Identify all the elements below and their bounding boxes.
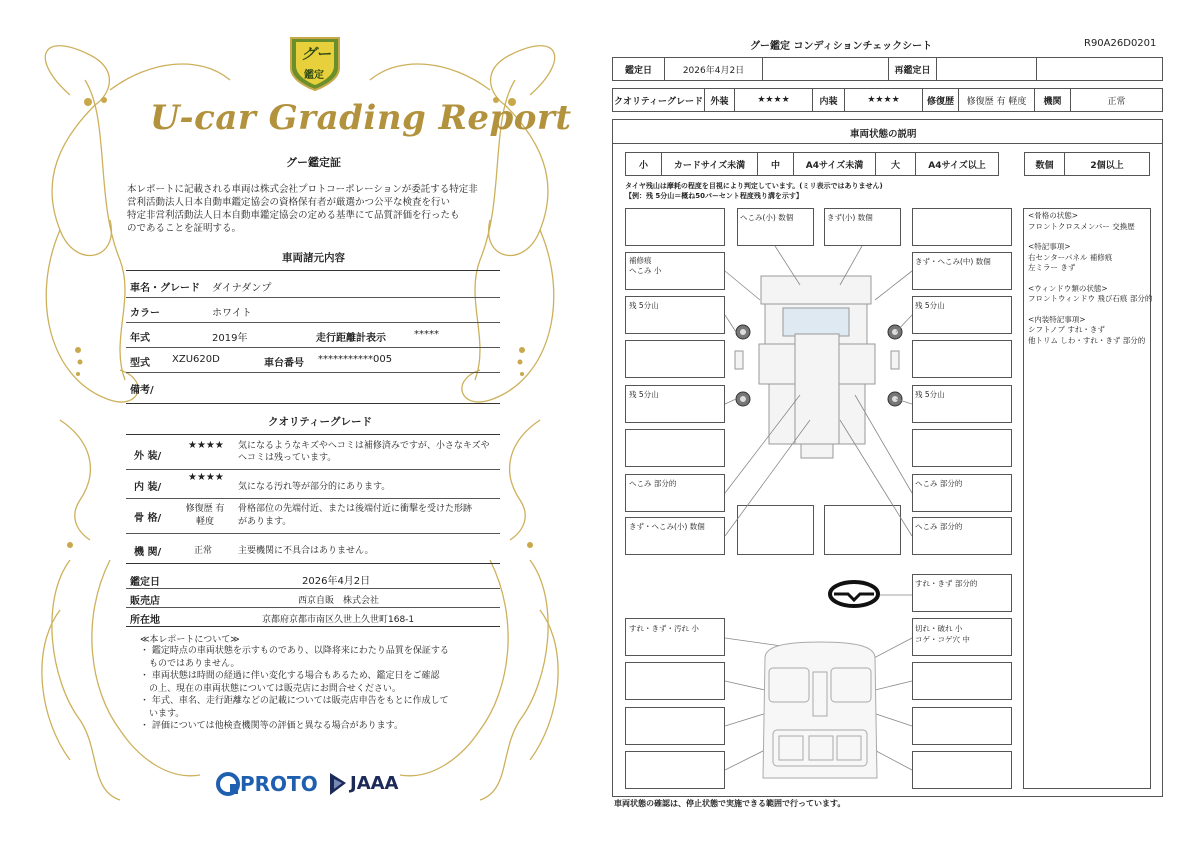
address-value: 京都府京都市南区久世上久世町168-1: [262, 615, 415, 625]
grade-label: クオリティーグレード: [613, 89, 705, 111]
text-line: 気になるようなキズやヘコミは補修済みですが、小さなキズや: [238, 441, 490, 451]
size-large-desc: A4サイズ以上: [928, 160, 986, 171]
desc-heading: 車両状態の説明: [850, 129, 917, 140]
steering-label: すれ・きず 部分的: [915, 579, 978, 588]
color-value: ホワイト: [212, 308, 252, 319]
size-large: 大: [876, 153, 916, 175]
proto-logo: [216, 770, 320, 800]
interior-diagram: [755, 638, 885, 788]
damage-label: きず(小) 数個: [827, 213, 873, 222]
interior-label: すれ・きず・汚れ 小: [629, 624, 699, 633]
divider: [126, 626, 500, 627]
text-line: ヘコミは残っています。: [238, 453, 337, 463]
damage-label: へこみ(小) 数個: [740, 213, 794, 222]
chassis-value: ***********005: [318, 354, 393, 365]
exterior-label: 外 装/: [134, 451, 162, 462]
label-line: 補修痕: [629, 256, 652, 265]
goo-kantei-badge: [286, 30, 344, 92]
jaaa-logo: [328, 770, 408, 800]
tire-label: 残 5分山: [629, 390, 659, 399]
odometer-label: 走行距離計表示: [316, 333, 386, 344]
model-label: 型式: [130, 358, 150, 369]
repair-value: 修復歴 有 軽度: [959, 89, 1035, 111]
note-line: <内装特記事項>: [1028, 314, 1086, 324]
note-line: ・ 車両状態は時間の経過に伴い変化する場合もあるため、鑑定日をご確認: [140, 671, 440, 681]
note-line: 右センターパネル 補修痕: [1028, 252, 1113, 262]
intro-line: 特定非営利活動法人日本自動車鑑定協会の定める基準にて品質評価を行ったも: [127, 210, 460, 221]
inspection-date-value: 2026年4月2日: [302, 576, 371, 587]
tire-note-1: タイヤ残山は摩耗の程度を目視により判定しています。(ミリ表示ではありません): [625, 182, 883, 190]
tire-note-2: 【例：残 5分山＝概ね50パーセント程度残り溝を示す】: [625, 192, 803, 200]
badge-top-text: グー: [301, 45, 332, 63]
tire-label: 残 5分山: [915, 390, 945, 399]
dealer-label: 販売店: [130, 596, 160, 607]
condition-check-sheet: [600, 0, 1200, 848]
divider: [126, 270, 500, 271]
report-title: U-car Grading Report: [150, 98, 572, 138]
text-line: 軽度: [195, 517, 214, 527]
tire-label: 残 5分山: [915, 301, 945, 310]
notes-title: ≪本レポートについて≫: [140, 635, 240, 645]
damage-label: へこみ 部分的: [915, 522, 963, 531]
frame-label: 骨 格/: [134, 513, 162, 524]
exterior-text: [238, 440, 490, 464]
text-line: があります。: [238, 517, 292, 527]
note-line: <特記事項>: [1028, 242, 1071, 251]
grade-heading: クオリティーグレード: [268, 416, 372, 428]
note-line: ものではありません。: [140, 658, 240, 669]
year-value: 2019年: [212, 333, 248, 344]
name-label: 車名・グレード: [130, 283, 200, 294]
sheet-code: R90A26D0201: [1084, 38, 1157, 49]
proto-logo-text: PROTO: [240, 772, 318, 796]
size-mid-desc: A4サイズ未満: [794, 153, 876, 175]
note-line: 左ミラー きず: [1028, 263, 1076, 272]
sheet-footer: 車両状態の確認は、停止状態で実施できる範囲で行っています。: [614, 799, 846, 808]
divider: [126, 469, 500, 470]
engine-label: 機 関/: [134, 547, 162, 558]
ext-label: 外装: [705, 89, 735, 111]
label-line: へこみ 小: [629, 266, 662, 275]
name-value: ダイナダンプ: [212, 283, 272, 294]
certificate-intro: [127, 183, 507, 235]
chassis-label: 車台番号: [264, 358, 304, 369]
note-line: 他トリム しわ・すれ・きず 部分的: [1028, 335, 1146, 345]
damage-label: へこみ 部分的: [629, 479, 677, 488]
count-label: 数個: [1025, 153, 1065, 175]
year-label: 年式: [130, 333, 150, 344]
address-label: 所在地: [130, 615, 160, 626]
steering-wheel-icon: [826, 578, 882, 610]
int-stars: ★★★★: [845, 89, 923, 111]
note-line: <骨格の状態>: [1028, 211, 1079, 220]
date-label: 鑑定日: [613, 58, 665, 80]
note-line: の上、現在の車両状態については販売店にお問合せください。: [140, 683, 401, 694]
divider: [126, 434, 500, 435]
divider: [126, 347, 500, 348]
dealer-value: 西京自販 株式会社: [298, 596, 380, 606]
damage-label: へこみ 部分的: [915, 479, 963, 488]
engine-label: 機関: [1035, 89, 1071, 111]
note-line: フロントクロスメンバー 交換歴: [1028, 221, 1135, 231]
repair-label: 修復歴: [923, 89, 959, 111]
color-label: カラー: [130, 308, 160, 319]
size-small: 小: [626, 153, 662, 175]
exterior-stars: ★★★★: [188, 440, 224, 451]
engine-text: 主要機関に不具合はありません。: [238, 546, 374, 556]
divider: [126, 403, 500, 404]
inspection-date-label: 鑑定日: [130, 577, 160, 588]
interior-text: 気になる汚れ等が部分的にあります。: [238, 482, 391, 492]
divider: [126, 607, 500, 608]
divider: [126, 322, 500, 323]
sheet-title: グー鑑定 コンディションチェックシート: [750, 41, 933, 52]
engine-value: 正常: [1107, 96, 1126, 107]
count-value: 2個以上: [1090, 160, 1124, 171]
note-line: シフトノブ すれ・きず: [1028, 325, 1105, 334]
note-line: フロントウィンドウ 飛び石痕 部分的: [1028, 294, 1153, 303]
interior-stars: ★★★★: [188, 472, 224, 483]
reinspect-label: 再鑑定日: [889, 58, 937, 80]
intro-line: 営利活動法人日本自動車鑑定協会の資格保有者が厳選かつ公平な検査を行い: [127, 197, 451, 208]
jaaa-logo-text: JAAA: [350, 773, 399, 794]
engine-value: 正常: [194, 546, 213, 556]
note-line: ・ 年式、車名、走行距離などの記載については販売店申告をもとに作成して: [140, 696, 449, 706]
int-label: 内装: [813, 89, 845, 111]
note-line: ・ 評価については他検査機関等の評価と異なる場合があります。: [140, 721, 403, 731]
divider: [126, 498, 500, 499]
text-line: 骨格部位の先端付近、または後端付近に衝撃を受けた形跡: [238, 504, 473, 514]
tire-label: 残 5分山: [629, 301, 659, 310]
label-line: 切れ・破れ 小: [915, 624, 963, 633]
note-line: います。: [140, 708, 185, 719]
intro-line: のであることを証明する。: [127, 223, 242, 234]
note-line: <ウィンドウ類の状態>: [1028, 283, 1108, 293]
leader-lines: [600, 0, 1200, 848]
divider: [126, 533, 500, 534]
size-mid: 中: [758, 153, 794, 175]
divider: [126, 588, 500, 589]
divider: [126, 372, 500, 373]
text-line: 修復歴 有: [185, 504, 225, 514]
intro-line: 本レポートに記載される車両は株式会社プロトコーポレーションが委託する特定非: [127, 184, 478, 195]
remarks-label: 備考/: [130, 385, 154, 396]
ext-stars: ★★★★: [735, 89, 813, 111]
certificate-subtitle: グー鑑定証: [286, 156, 341, 169]
divider: [126, 563, 500, 564]
frame-value: [182, 503, 228, 529]
note-line: ・ 鑑定時点の車両状態を示すものであり、以降将来にわたり品質を保証する: [140, 646, 449, 656]
model-value: XZU620D: [172, 354, 220, 365]
spec-heading: 車両諸元内容: [282, 252, 345, 264]
size-small-desc: カードサイズ未満: [662, 153, 758, 175]
date-value: 2026年4月2日: [665, 58, 763, 80]
damage-label: きず・へこみ(小) 数個: [629, 522, 705, 531]
badge-bottom-text: 鑑定: [304, 70, 324, 81]
label-line: コゲ・コゲ穴 中: [915, 635, 970, 644]
frame-text: [238, 503, 472, 529]
damage-label: きず・へこみ(中) 数個: [915, 257, 991, 266]
divider: [126, 297, 500, 298]
interior-label: 内 装/: [134, 482, 162, 493]
odometer-value: *****: [414, 329, 439, 340]
notes-list: [140, 645, 449, 733]
